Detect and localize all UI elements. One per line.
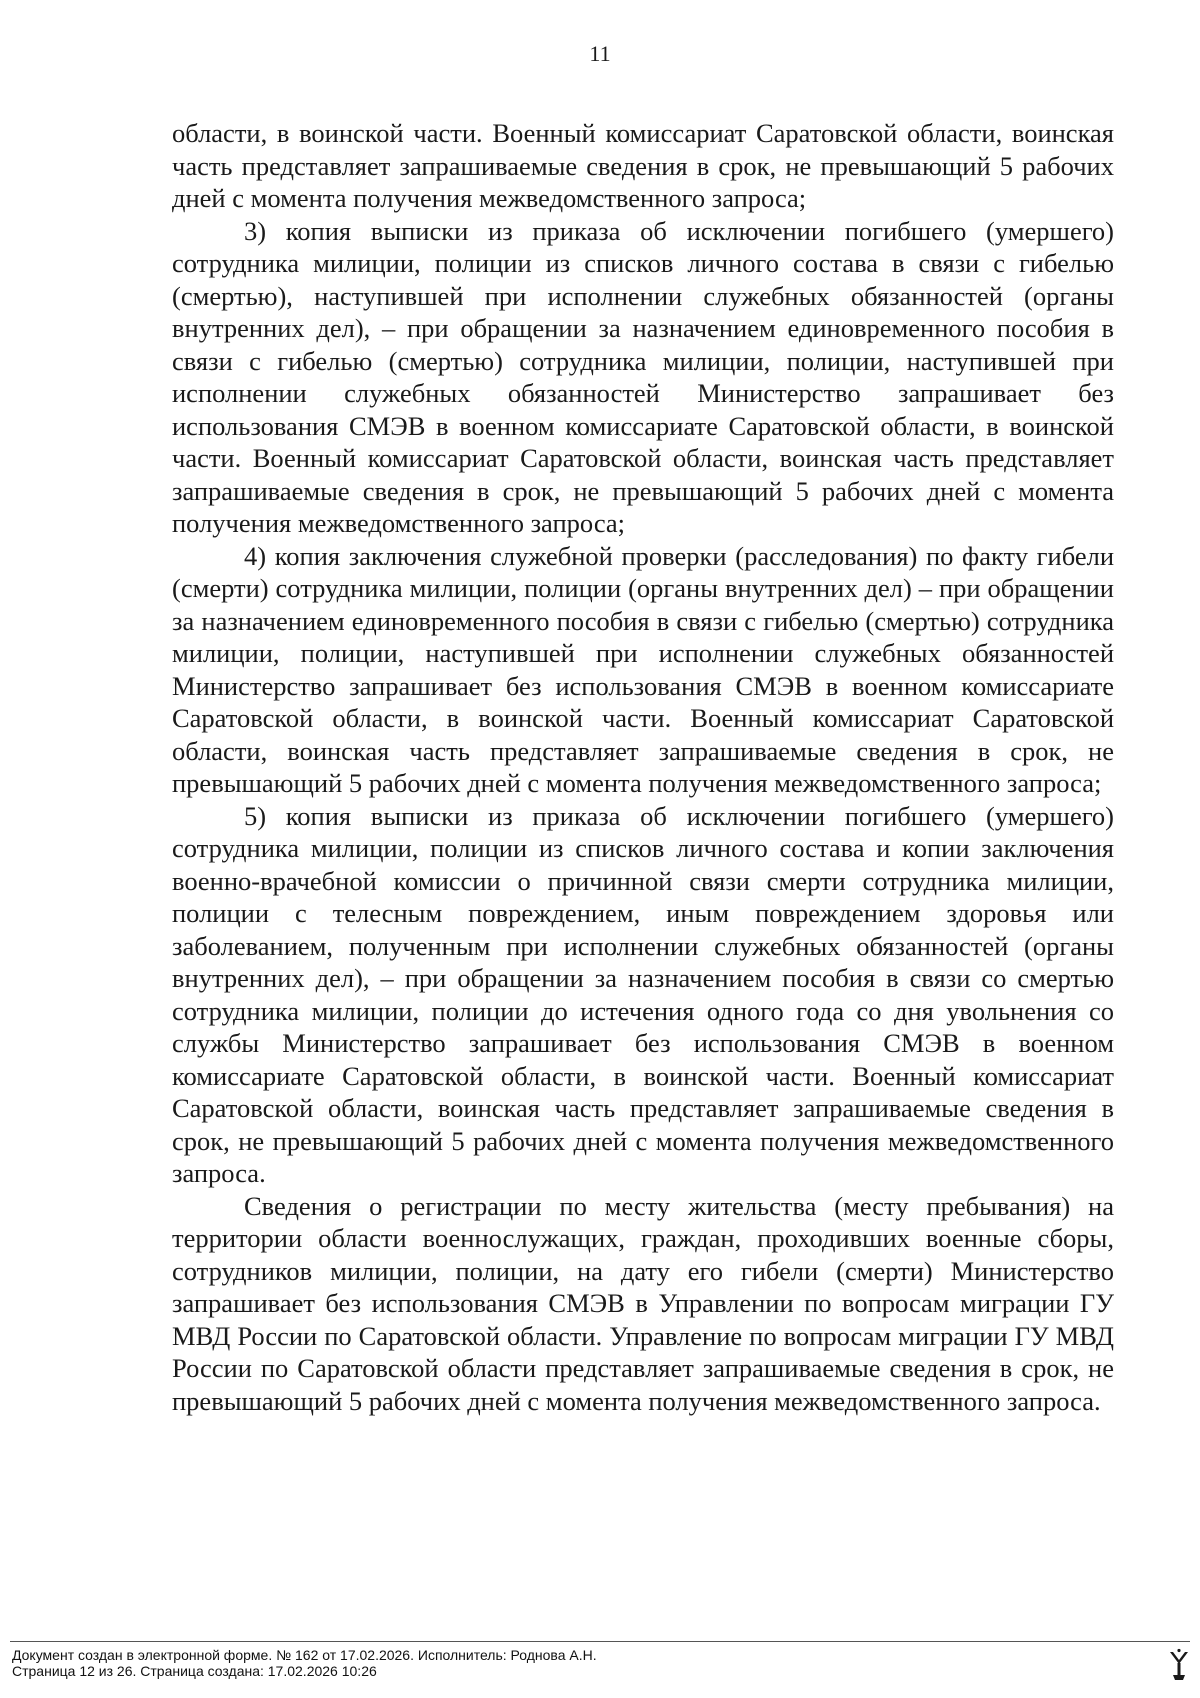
paragraph-item-3: 3) копия выписки из приказа об исключении погибшего (умершего) сотрудника милиции, полиции из списков личного состава в связи с гибелью (смертью), наступившей при исполнении служебных обязанностей (органы внутренних дел), – при обращении за назначением единовременного пособия в связи с гибелью (смертью) сотрудника милиции, полиции, наступившей при исполнении служебных обязанностей Министерство запрашивает без использования СМЭВ в военном комиссариате Саратовской области, в воинской части. Военный комиссариат Саратовской области, воинская часть представляет запрашиваемые сведения в срок, не превышающий 5 рабочих дней с момента получения межведомственного запроса; [172, 215, 1114, 538]
paragraph-continuation: области, в воинской части. Военный комиссариат Саратовской области, воинская часть представляет запрашиваемые сведения в срок, не превышающий 5 рабочих дней с момента получения межведомственного запроса; [172, 118, 1114, 213]
paragraph-registration-info: Сведения о регистрации по месту жительства (месту пребывания) на территории области военнослужащих, граждан, проходивших военные сборы, сотрудников милиции, полиции, на дату его гибели (смерти) Министерство запрашивает без использования СМЭВ в Управлении по вопросам миграции ГУ МВД России по Саратовской области. Управление по вопросам миграции ГУ МВД России по Саратовской области представляет запрашиваемые сведения в срок, не превышающий 5 рабочих дней с момента получения межведомственного запроса. [172, 1190, 1114, 1416]
footer-page-info: Страница 12 из 26. Страница создана: 17.02.2026 10:26 [12, 1663, 377, 1679]
coat-of-arms-emblem-icon [1168, 1648, 1190, 1682]
footer-document-info: Документ создан в электронной форме. № 162 от 17.02.2026. Исполнитель: Роднова А.Н. [12, 1647, 597, 1663]
page-number: 11 [589, 41, 611, 66]
footer-divider [10, 1641, 1190, 1642]
paragraph-item-5: 5) копия выписки из приказа об исключении погибшего (умершего) сотрудника милиции, полиции из списков личного состава и копии заключения военно-врачебной комиссии о причинной связи смерти сотрудника милиции, полиции с телесным повреждением, иным повреждением здоровья или заболеванием, полученным при исполнении служебных обязанностей (органы внутренних дел), – при обращении за назначением пособия в связи со смертью сотрудника милиции, полиции до истечения одного года со дня увольнения со службы Министерство запрашивает без использования СМЭВ в военном комиссариате Саратовской области, в воинской части. Военный комиссариат Саратовской области, воинская часть представляет запрашиваемые сведения в срок, не превышающий 5 рабочих дней с момента получения межведомственного запроса. [172, 800, 1114, 1188]
paragraph-item-4: 4) копия заключения служебной проверки (расследования) по факту гибели (смерти) сотрудника милиции, полиции (органы внутренних дел) – при обращении за назначением единовременного пособия в связи с гибелью (смертью) сотрудника милиции, полиции, наступившей при исполнении служебных обязанностей Министерство запрашивает без использования СМЭВ в военном комиссариате Саратовской области, в воинской части. Военный комиссариат Саратовской области, воинская часть представляет запрашиваемые сведения в срок, не превышающий 5 рабочих дней с момента получения межведомственного запроса; [172, 540, 1114, 798]
document-footer [12, 1647, 597, 1679]
document-body [172, 117, 1114, 1417]
